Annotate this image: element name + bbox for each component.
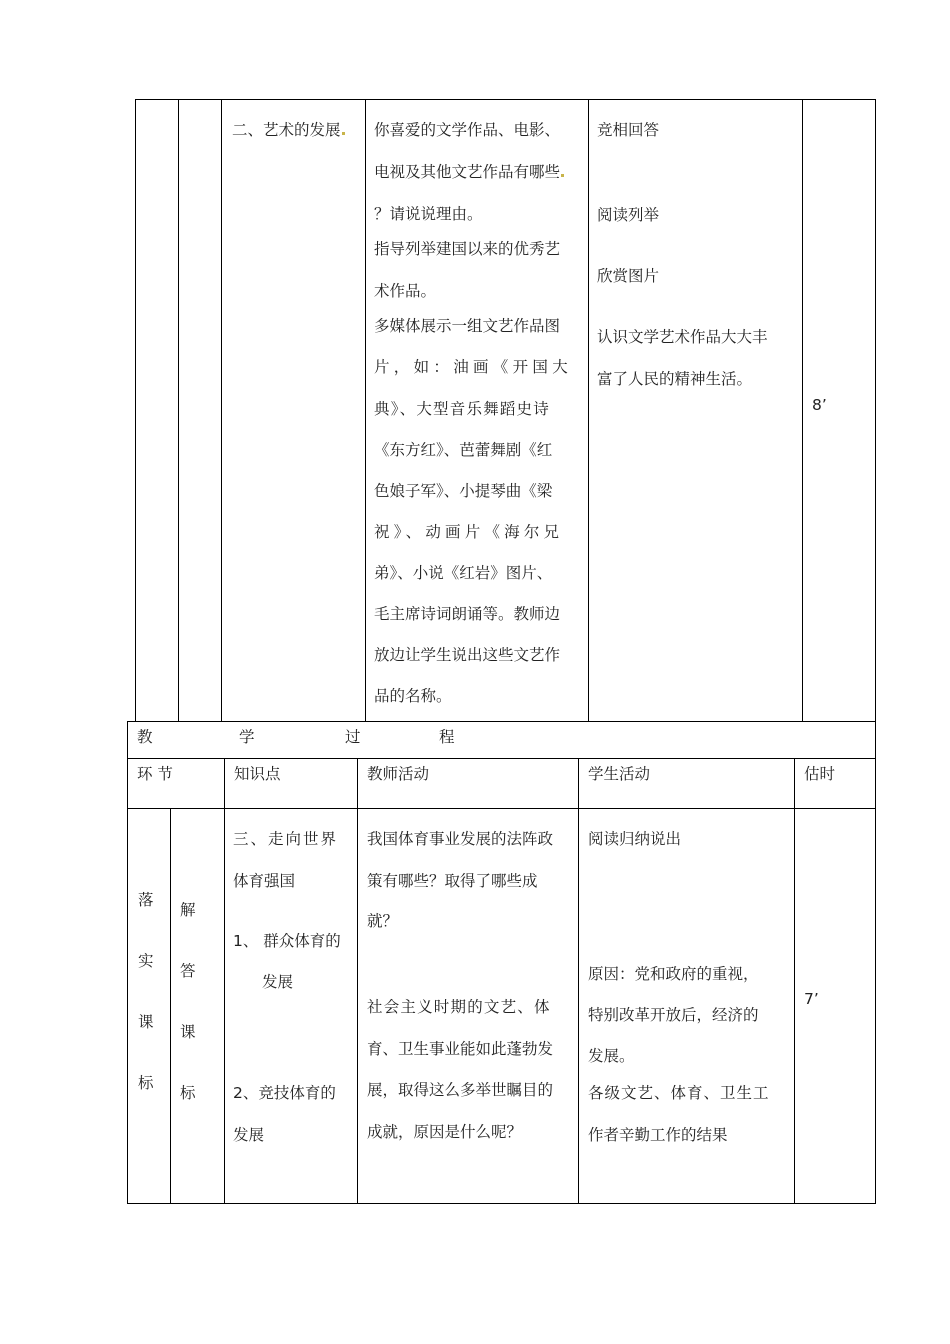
upper-teacher-line: 放边让学生说出这些文艺作	[374, 646, 561, 664]
lower-teacher-line: 策有哪些？取得了哪些成	[367, 872, 538, 890]
upper-teacher-line: 你喜爱的文学作品、电影、	[374, 121, 561, 139]
column-header-student: 学生活动	[588, 765, 651, 783]
upper-teacher-line: ？请说说理由。	[374, 205, 483, 223]
lower-teacher-line: 社会主义时期的文艺、体	[367, 998, 551, 1016]
knowledge-line: 2、竞技体育的	[233, 1084, 336, 1102]
lower-teacher-line: 就？	[367, 912, 399, 930]
lower-col-divider-knowledge	[224, 758, 225, 1204]
link-col2-char: 解	[180, 901, 196, 919]
lower-teacher-line: 育、卫生事业能如此蓬勃发	[367, 1040, 554, 1058]
lower-teacher-line: 成就，原因是什么呢？	[367, 1123, 523, 1141]
lower-time-estimate: 7’	[804, 990, 819, 1008]
column-header-link: 环 节	[137, 765, 173, 783]
link-col1-char: 课	[138, 1013, 154, 1031]
upper-teacher-line: 品的名称。	[374, 687, 452, 705]
lower-table-right-border	[875, 721, 876, 1204]
upper-col-divider-1	[178, 99, 179, 721]
upper-student-line: 欣赏图片	[597, 267, 660, 285]
link-col1-char: 落	[138, 891, 154, 909]
upper-student-line: 阅读列举	[597, 206, 660, 224]
lower-col-divider-sub	[170, 808, 171, 1204]
link-col2-char: 答	[180, 962, 196, 980]
upper-col-divider-4	[588, 99, 589, 721]
upper-table-left-border	[135, 99, 136, 721]
upper-teacher-line: 指导列举建国以来的优秀艺	[374, 240, 561, 258]
highlight-mark	[561, 174, 564, 177]
lower-col-divider-time	[794, 758, 795, 1204]
lower-col-divider-student	[578, 758, 579, 1204]
lower-table-left-border	[127, 721, 128, 1204]
process-header-char: 学	[239, 728, 255, 746]
link-col2-char: 标	[180, 1084, 196, 1102]
lower-student-line: 特别改革开放后，经济的	[588, 1006, 759, 1024]
upper-student-line: 富了人民的精神生活。	[597, 370, 753, 388]
column-header-time: 估时	[804, 765, 836, 783]
link-col2-char: 课	[180, 1023, 196, 1041]
highlight-mark	[342, 132, 345, 135]
link-col1-char: 实	[138, 952, 154, 970]
column-header-teacher: 教师活动	[367, 765, 430, 783]
lower-teacher-line: 展，取得这么多举世瞩目的	[367, 1081, 554, 1099]
upper-teacher-line: 典》、大型音乐舞蹈史诗	[374, 400, 550, 418]
lower-col-divider-teacher	[357, 758, 358, 1204]
process-header-char: 教	[137, 728, 153, 746]
upper-student-line: 竞相回答	[597, 121, 660, 139]
upper-teacher-line: 色娘子军》、小提琴曲《梁	[374, 482, 553, 500]
upper-student-line: 认识文学艺术作品大大丰	[597, 328, 768, 346]
upper-teacher-line: 祝》、动画片《海尔兄	[374, 523, 564, 541]
upper-table-right-border	[875, 99, 876, 721]
lower-table-bottom-border	[127, 1203, 876, 1204]
upper-teacher-line: 术作品。	[374, 282, 437, 300]
knowledge-line: 发展	[262, 973, 294, 991]
knowledge-line: 发展	[233, 1126, 265, 1144]
upper-teacher-line: 毛主席诗词朗诵等。教师边	[374, 605, 561, 623]
link-col1-char: 标	[138, 1074, 154, 1092]
upper-teacher-line: 弟》、小说《红岩》图片、	[374, 564, 553, 582]
lower-teacher-line: 我国体育事业发展的法阵政	[367, 830, 554, 848]
upper-topic: 二、艺术的发展	[232, 120, 345, 140]
column-header-top-border	[127, 758, 876, 759]
knowledge-line: 1、 群众体育的	[233, 932, 341, 950]
lower-student-line: 阅读归纳说出	[588, 830, 682, 848]
process-header-char: 程	[439, 728, 455, 746]
upper-col-divider-5	[802, 99, 803, 721]
upper-teacher-line: 《东方红》、芭蕾舞剧《红	[374, 441, 553, 459]
knowledge-line: 三、走向世界	[233, 830, 339, 848]
upper-col-divider-2	[221, 99, 222, 721]
upper-teacher-line: 多媒体展示一组文艺作品图	[374, 317, 561, 335]
process-row-top-border	[127, 721, 876, 722]
process-header-char: 过	[345, 728, 361, 746]
lower-student-line: 原因：党和政府的重视，	[588, 965, 759, 983]
lower-student-line: 各级文艺、体育、卫生工	[588, 1084, 770, 1102]
lower-student-line: 发展。	[588, 1047, 635, 1065]
knowledge-line: 体育强国	[233, 872, 296, 890]
upper-teacher-line: 片，如：油画《开国大	[374, 358, 573, 376]
column-header-knowledge: 知识点	[234, 765, 281, 783]
upper-table-top-border	[135, 99, 876, 100]
lower-student-line: 作者辛勤工作的结果	[588, 1126, 728, 1144]
upper-time-estimate: 8’	[812, 396, 827, 414]
upper-col-divider-3	[365, 99, 366, 721]
column-header-bottom-border	[127, 808, 876, 809]
upper-teacher-line: 电视及其他文艺作品有哪些	[374, 162, 564, 182]
